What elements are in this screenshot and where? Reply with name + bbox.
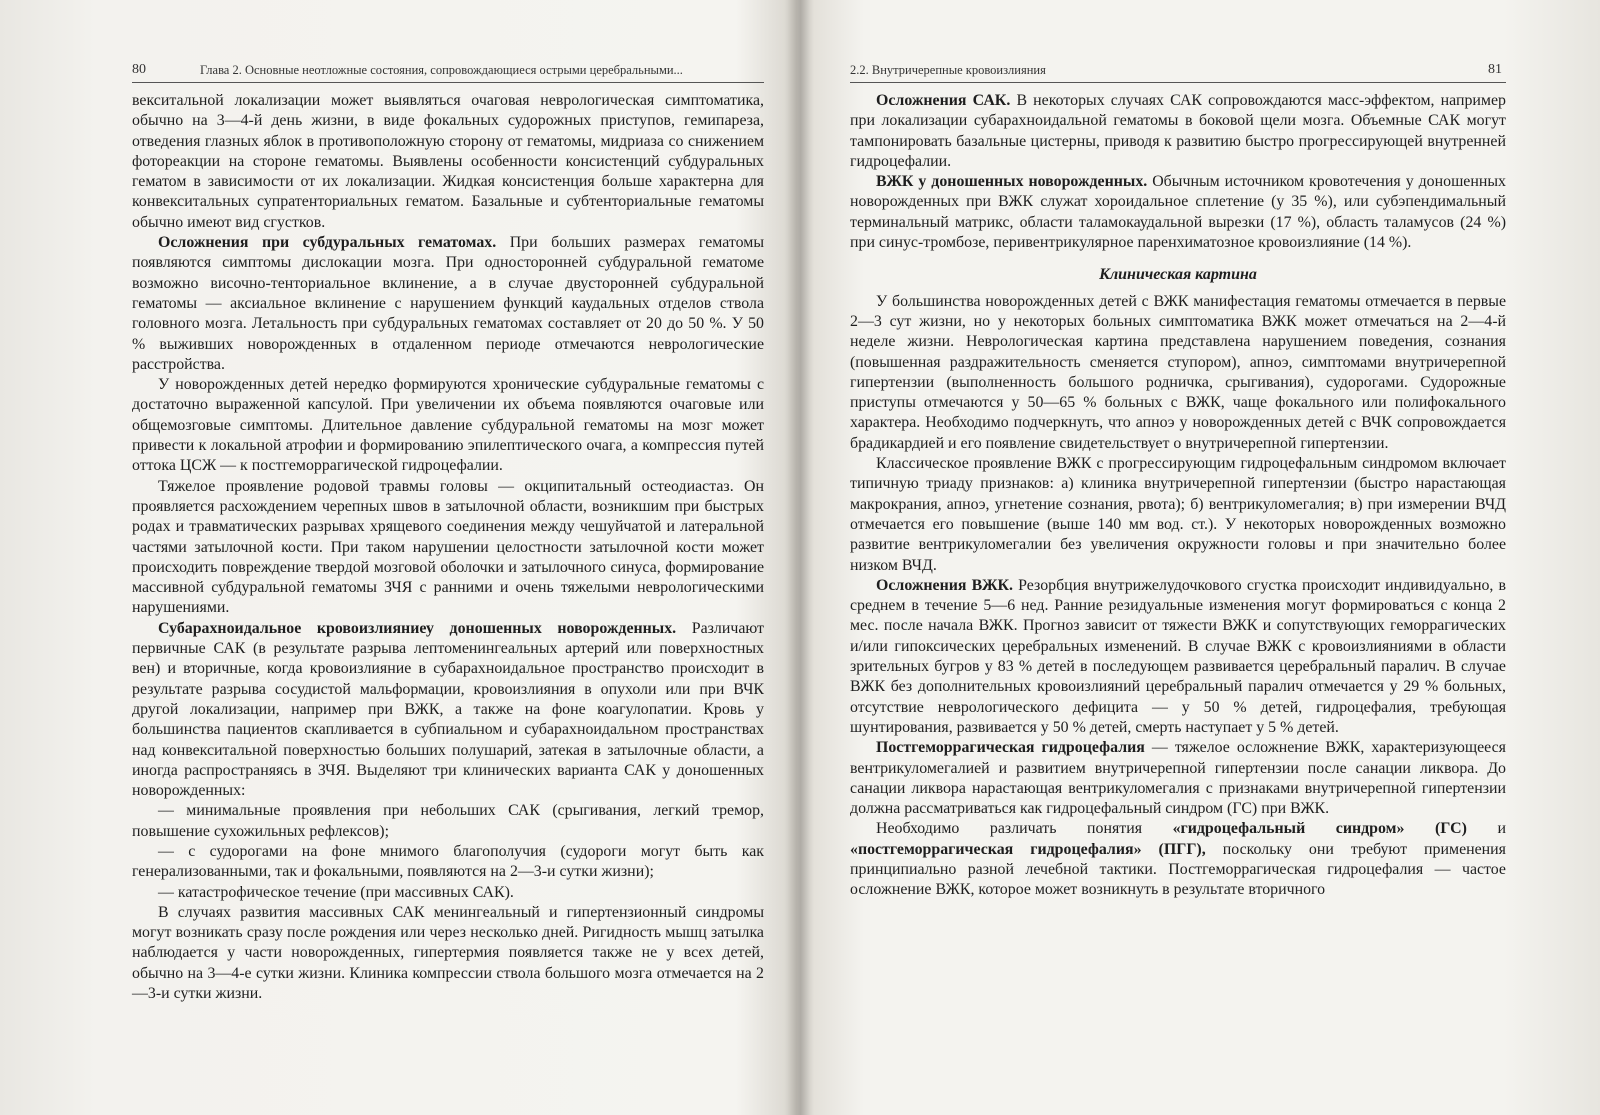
left-running-title: Глава 2. Основные неотложные состояния, сопровождающиеся острыми церебральными...	[200, 63, 683, 77]
paragraph: У новорожденных детей нередко формируются хронические субдуральные гематомы с достаточно выраженной капсулой. При увеличении их объема появляются очаговые или общемозговые симптомы. Длительное давление субдуральной гематомы на мозг может привести к локальной атрофии и формированию эпилептического очага, а компрессия путей оттока ЦСЖ — к постгеморрагической гидроцефалии.	[132, 376, 764, 475]
term-posthemorrhagic-hydrocephalus: «постгеморрагическая гидроцефалия» (ПГГ),	[850, 840, 1206, 858]
paragraph: ВЖК у доношенных новорожденных. Обычным источником кровотечения у доношенных новорожденных при ВЖК служат хороидальное сплетение (у 35 %), или субэпендимальный терминальный матрикс, области таламокаудальной вырезки (17 %), область таламусов (24 %) при синус-тромбозе, перивентрикулярное паренхиматозное кровоизлияние (14 %).	[850, 173, 1506, 252]
paragraph-lead: Осложнения САК.	[876, 92, 1011, 109]
term-hydrocephalic-syndrome: «гидроцефальный синдром» (ГС)	[1172, 820, 1467, 838]
paragraph: Осложнения ВЖК. Резорбция внутрижелудочкового сгустка происходит индивидуально, в среднем в течение 5—6 нед. Ранние резидуальные изменения могут формироваться с конца 2 мес. после начала ВЖК. Прогноз зависит от тяжести ВЖК и сопутствующих геморрагических и/или гипоксических церебральных изменений. В случае ВЖК с кровоизлияниями в области зрительных бугров у 83 % детей в последующем развивается церебральный паралич. В случае ВЖК без дополнительных кровоизлияний церебральный паралич отмечается у 29 % больных, отсутствие неврологического дефицита — у 50 % детей, гидроцефалия, требующая шунтирования, развивается у 50 % детей, смерть наступает у 5 % детей.	[850, 576, 1507, 736]
right-page-body	[850, 91, 1506, 901]
paragraph: У большинства новорожденных детей с ВЖК манифестация гематомы отмечается в первые 2—3 сут жизни, но у некоторых больных симптоматика ВЖК может отмечаться на 2—4-й неделе жизни. Неврологическая картина представлена нарушением поведения, сознания (повышенная раздражительность сменяется ступором), апноэ, симптомами внутричерепной гипертензии (выполненность большого родничка, срыгивания), судорогами. Судорожные приступы отмечаются у 50—65 % больных с ВЖК, чаще фокального или полифокального характера. Необходимо подчеркнуть, что апноэ у новорожденных детей с ВЧК сопровождается брадикардией и его появление свидетельствует о внутричерепной гипертензии.	[850, 292, 1506, 452]
right-page	[850, 60, 1506, 901]
left-page-body	[132, 91, 764, 1004]
right-running-head	[850, 60, 1506, 83]
section-subheading: Клиническая картина	[1099, 266, 1257, 284]
paragraph-lead: Субарахноидальное кровоизлияниеу доношенных новорожденных.	[158, 619, 677, 637]
paragraph-lead: Осложнения при субдуральных гематомах.	[158, 234, 497, 252]
paragraph: Тяжелое проявление родовой травмы головы — окципитальный остеодиастаз. Он проявляется расхождением черепных швов в затылочной области, возникшим при быстрых родах и травматических разрывах хрящевого соединения между чешуйчатой и латеральной частями затылочной кости. При таком нарушении целостности затылочной кости может происходить повреждение твердой мозговой оболочки и затылочного синуса, формирование массивной субдуральной гематомы ЗЧЯ с ранними и очень тяжелыми неврологическими нарушениями.	[132, 477, 764, 617]
left-running-head	[132, 60, 764, 83]
list-item: — катастрофическое течение (при массивных САК).	[158, 883, 514, 901]
paragraph: В случаях развития массивных САК менингеальный и гипертензионный синдромы могут возникать сразу после рождения или через несколько дней. Ригидность мышц затылка наблюдается у части новорожденных, гипертермия появляется также не у всех детей, обычно на 3—4-е сутки жизни. Клиника компрессии ствола большого мозга отмечается на 2—3-и сутки жизни.	[132, 903, 764, 1003]
paragraph: Субарахноидальное кровоизлияниеу доношенных новорожденных. Различают первичные САК (в результате разрыва лептоменингеальных артерий или поверхностных вен) и вторичные, когда кровоизлияние в субарахноидальное пространство происходит в результате разрыва сосудистой мальформации, кровоизлияния в опухоли или при ВЧК другой локализации, например при ВЖК, а также на фоне коагулопатии. Кровь у большинства пациентов скапливается в субпиальном и субарахноидальном пространствах над конвекситальной поверхностью больших полушарий, затекая в затылочные области, а иногда распространяясь в ЗЧЯ. Выделяют три клинических варианта САК у доношенных новорожденных:	[132, 619, 764, 800]
paragraph: Осложнения САК. В некоторых случаях САК сопровождаются масс-эффектом, например при локализации субарахноидальной гематомы в боковой щели мозга. Объемные САК могут тампонировать базальные цистерны, приводя к развитию быстро прогрессирующей внутренней гидроцефалии.	[850, 92, 1506, 170]
paragraph-lead: ВЖК у доношенных новорожденных.	[876, 173, 1148, 191]
list-item: — с судорогами на фоне мнимого благополучия (судороги могут быть как генерализованными, так и фокальными, появляются на 2—3-и сутки жизни);	[132, 842, 764, 881]
paragraph-lead: Осложнения ВЖК.	[876, 576, 1014, 594]
right-running-title: 2.2. Внутричерепные кровоизлияния	[850, 63, 1046, 77]
book-spine	[784, 0, 814, 1115]
list-item: — минимальные проявления при небольших САК (срыгивания, легкий тремор, повышение сухожильных рефлексов);	[132, 802, 764, 840]
right-page-number: 81	[1488, 62, 1502, 77]
paragraph: Классическое проявление ВЖК с прогрессирующим гидроцефальным синдромом включает типичную триаду признаков: а) клиника внутричерепной гипертензии (быстро нарастающая макрокрания, апноэ, угнетение сознания, рвота); б) вентрикуломегалия; в) при измерении ВЧД отмечается его повышение (выше 140 мм вод. ст.). У некоторых новорожденных возможно развитие вентрикуломегалии без увеличения окружности головы и при значительно более низком ВЧД.	[850, 455, 1506, 574]
left-page-number: 80	[132, 62, 146, 77]
paragraph: Постгеморрагическая гидроцефалия — тяжелое осложнение ВЖК, характеризующееся вентрикуломегалией и развитием внутричерепной гипертензии после санации ликвора. До санации ликвора нарастающая вентрикуломегалия с признаками внутричерепной гипертензии должна рассматриваться как гидроцефальный синдром (ГС) при ВЖК.	[850, 739, 1506, 818]
paragraph: Осложнения при субдуральных гематомах. При больших размерах гематомы появляются симптомы дислокации мозга. При односторонней субдуральной гематоме возможно височно-тенториальное вклинение, а в случае двусторонней субдуральной гематомы — аксиальное вклинение с нарушением функций каудальных отделов ствола головного мозга. Летальность при субдуральных гематомах составляет от 20 до 50 %. У 50 % выживших новорожденных в отдаленном периоде отмечаются неврологические расстройства.	[132, 234, 764, 373]
paragraph-lead: Постгеморрагическая гидроцефалия	[876, 739, 1145, 757]
paragraph: векситальной локализации может выявляться очаговая неврологическая симптоматика, обычно на 3—4-й день жизни, в виде фокальных судорожных приступов, гемипареза, отведения глазных яблок в противоположную сторону от гематомы, мидриаза со снижением фотореакции на стороне гематомы. Выявлены особенности консистенций субдуральных гематом в зависимости от их локализации. Жидкая консистенция больше характерна для конвекситальных супратенториальных гематом. Базальные и субтенториальные гематомы обычно имеют вид сгустков.	[132, 92, 764, 231]
paragraph: Необходимо различать понятия «гидроцефальный синдром» (ГС) и «постгеморрагическая гидроцефалия» (ПГГ), поскольку они требуют применения принципиально разной лечебной тактики. Постгеморрагическая гидроцефалия — частое осложнение ВЖК, которое может возникнуть в результате вторичного	[850, 820, 1507, 899]
left-page	[132, 60, 764, 1004]
